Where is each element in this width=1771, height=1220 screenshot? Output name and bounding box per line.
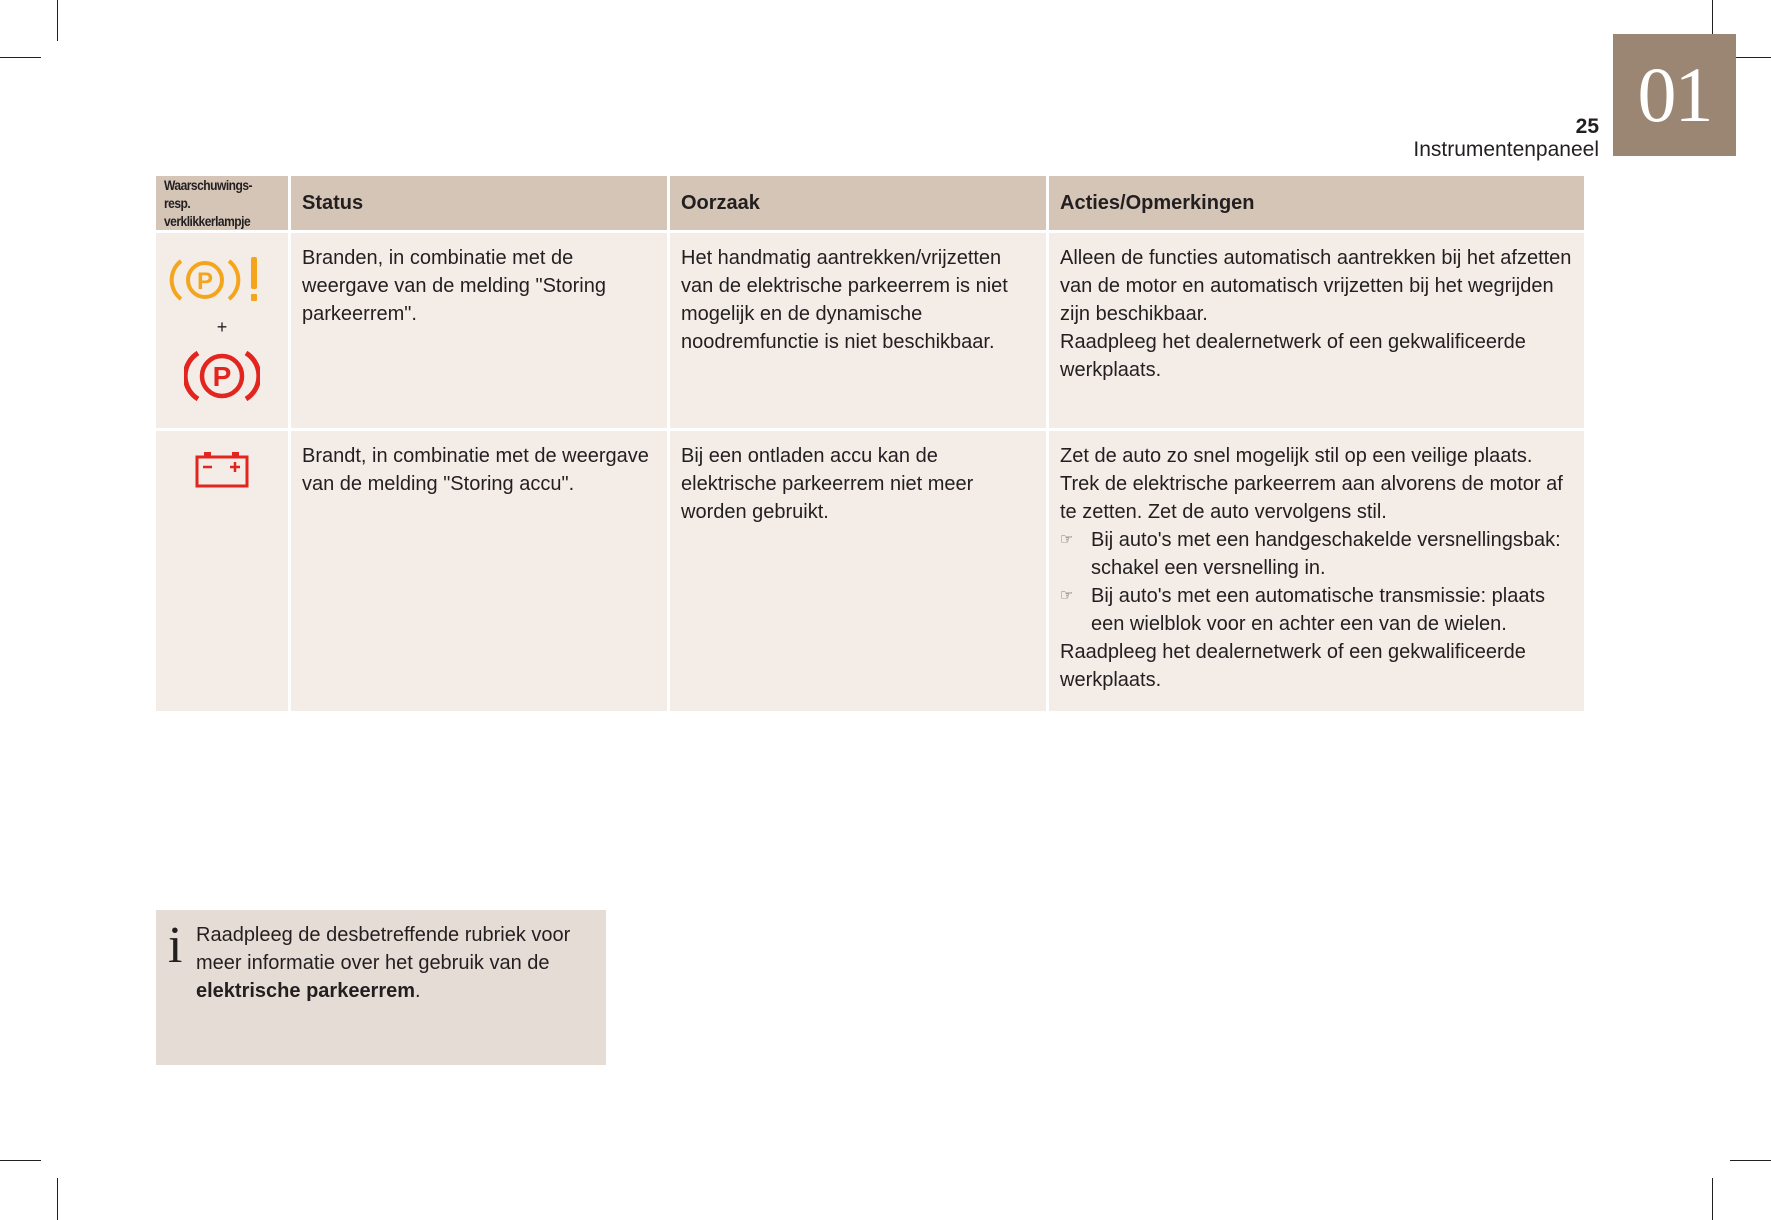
info-link-text: elektrische parkeerrem <box>196 980 416 1002</box>
parking-brake-icon <box>184 347 260 405</box>
lamp-cell <box>156 233 288 428</box>
info-text: Raadpleeg de desbetreffende rubriek voor meer informatie over het gebruik van de elektrische parkeerrem. <box>196 924 571 1002</box>
column-header-status: Status <box>291 176 667 230</box>
bullet-item <box>1060 582 1573 638</box>
bullet-text: Bij auto's met een automatische transmissie: plaats een wielblok voor en achter een van de wielen. <box>1091 585 1546 635</box>
parking-brake-fault-icon <box>167 251 277 309</box>
column-header-actions: Acties/Opmerkingen <box>1049 176 1584 230</box>
cause-cell: Het handmatig aantrekken/vrijzetten van de elektrische parkeerrem is niet mogelijk en de dynamische noodremfunctie is niet beschikbaar. <box>670 233 1046 428</box>
crop-mark <box>0 57 41 58</box>
action-text: Raadpleeg het dealernetwerk of een gekwalificeerde werkplaats. <box>1060 641 1526 691</box>
bullet-text: Bij auto's met een handgeschakelde versnellingsbak: schakel een versnelling in. <box>1091 529 1561 579</box>
plus-sign: + <box>216 317 228 337</box>
action-text: Raadpleeg het dealernetwerk of een gekwalificeerde werkplaats. <box>1060 331 1526 381</box>
column-header-lamp: Waarschuwings- resp. verklikkerlampje <box>156 176 288 230</box>
warning-lamp-table <box>156 176 1584 711</box>
crop-mark <box>1730 57 1771 58</box>
action-text: Zet de auto zo snel mogelijk stil op een veilige plaats. Trek de elektrische parkeerrem aan alvorens de motor af te zetten. Zet de auto vervolgens stil. <box>1060 445 1563 523</box>
bullet-item <box>1060 526 1573 582</box>
status-cell: Brandt, in combinatie met de weergave van de melding "Storing accu". <box>291 431 667 711</box>
crop-mark <box>57 0 58 41</box>
crop-mark <box>0 1160 41 1161</box>
pointing-hand-icon: ☞ <box>1060 587 1074 604</box>
column-header-cause: Oorzaak <box>670 176 1046 230</box>
crop-mark <box>1712 1178 1713 1220</box>
actions-cell <box>1049 233 1584 428</box>
svg-text:P: P <box>196 268 214 295</box>
battery-icon <box>195 449 249 489</box>
pointing-hand-icon: ☞ <box>1060 531 1074 548</box>
section-title: Instrumentenpaneel <box>1413 138 1599 161</box>
action-text: Alleen de functies automatisch aantrekken bij het afzetten van de motor en automatisch vrijzetten bij het wegrijden zijn beschikbaar. <box>1060 247 1572 325</box>
cause-cell: Bij een ontladen accu kan de elektrische parkeerrem niet meer worden gebruikt. <box>670 431 1046 711</box>
page-number: 25 <box>1575 115 1599 138</box>
crop-mark <box>1730 1160 1771 1161</box>
info-icon: i <box>168 917 183 974</box>
svg-text:P: P <box>212 361 232 392</box>
actions-cell <box>1049 431 1584 711</box>
status-cell: Branden, in combinatie met de weergave van de melding "Storing parkeerrem". <box>291 233 667 428</box>
lamp-cell <box>156 431 288 711</box>
info-box <box>156 910 606 1065</box>
chapter-tab: 01 <box>1613 34 1736 156</box>
crop-mark <box>57 1178 58 1220</box>
